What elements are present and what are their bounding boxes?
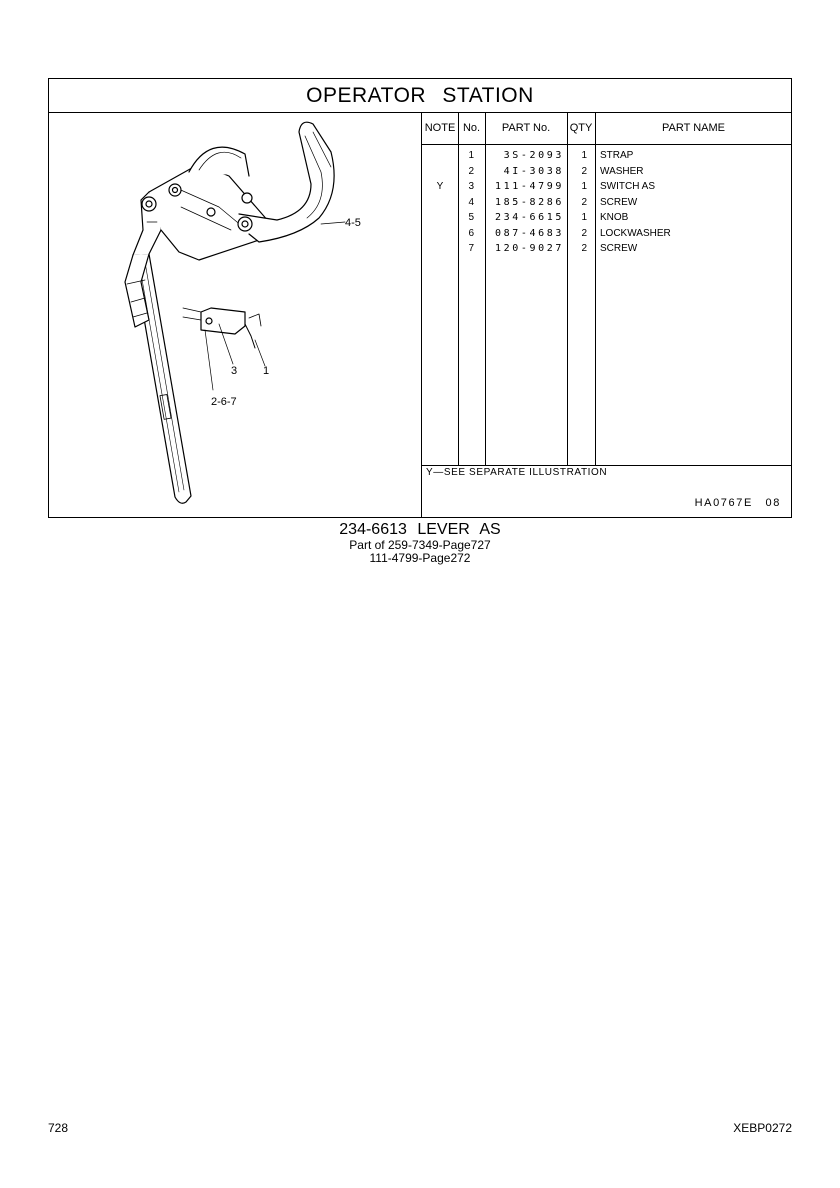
table-row: 4 185-8286 2 SCREW (468, 196, 638, 208)
table-header (422, 112, 791, 145)
section-title: OPERATOR STATION (49, 79, 791, 113)
assembly-reference-2: 111-4799-Page272 (369, 551, 471, 565)
table-row: 1 3S-2093 1 STRAP (468, 150, 634, 161)
assembly-title: 234-6613 LEVER AS (339, 521, 501, 538)
parts-table (421, 112, 791, 517)
callout-3: 3 (231, 365, 238, 377)
lever-illustration (49, 112, 421, 517)
table-row: 2 4I-3038 2 WASHER (468, 165, 644, 177)
page-number: 728 (48, 1121, 69, 1135)
callout-2-6-7: 2-6-7 (211, 396, 237, 408)
callout-4-5: 4-5 (345, 217, 361, 229)
document-id: XEBP0272 (733, 1121, 792, 1135)
callout-1: 1 (263, 365, 270, 377)
header-part-name: PART NAME (662, 122, 725, 134)
table-footnote: Y—SEE SEPARATE ILLUSTRATION (426, 467, 608, 478)
header-qty: QTY (569, 122, 593, 134)
header-no: No. (462, 122, 481, 134)
table-row: 7 120-9027 2 SCREW (468, 243, 638, 254)
header-part-no: PART No. (501, 122, 551, 134)
illustration-code: HA0767E 08 (694, 497, 781, 509)
assembly-reference-1: Part of 259-7349-Page727 (349, 538, 491, 552)
header-note: NOTE (424, 122, 456, 134)
table-row: 5 234-6615 1 KNOB (468, 212, 629, 223)
table-body (422, 148, 791, 257)
table-row: 6 087-4683 2 LOCKWASHER (468, 227, 671, 239)
parts-frame (48, 78, 792, 518)
table-row: Y 3 111-4799 1 SWITCH AS (436, 181, 656, 192)
